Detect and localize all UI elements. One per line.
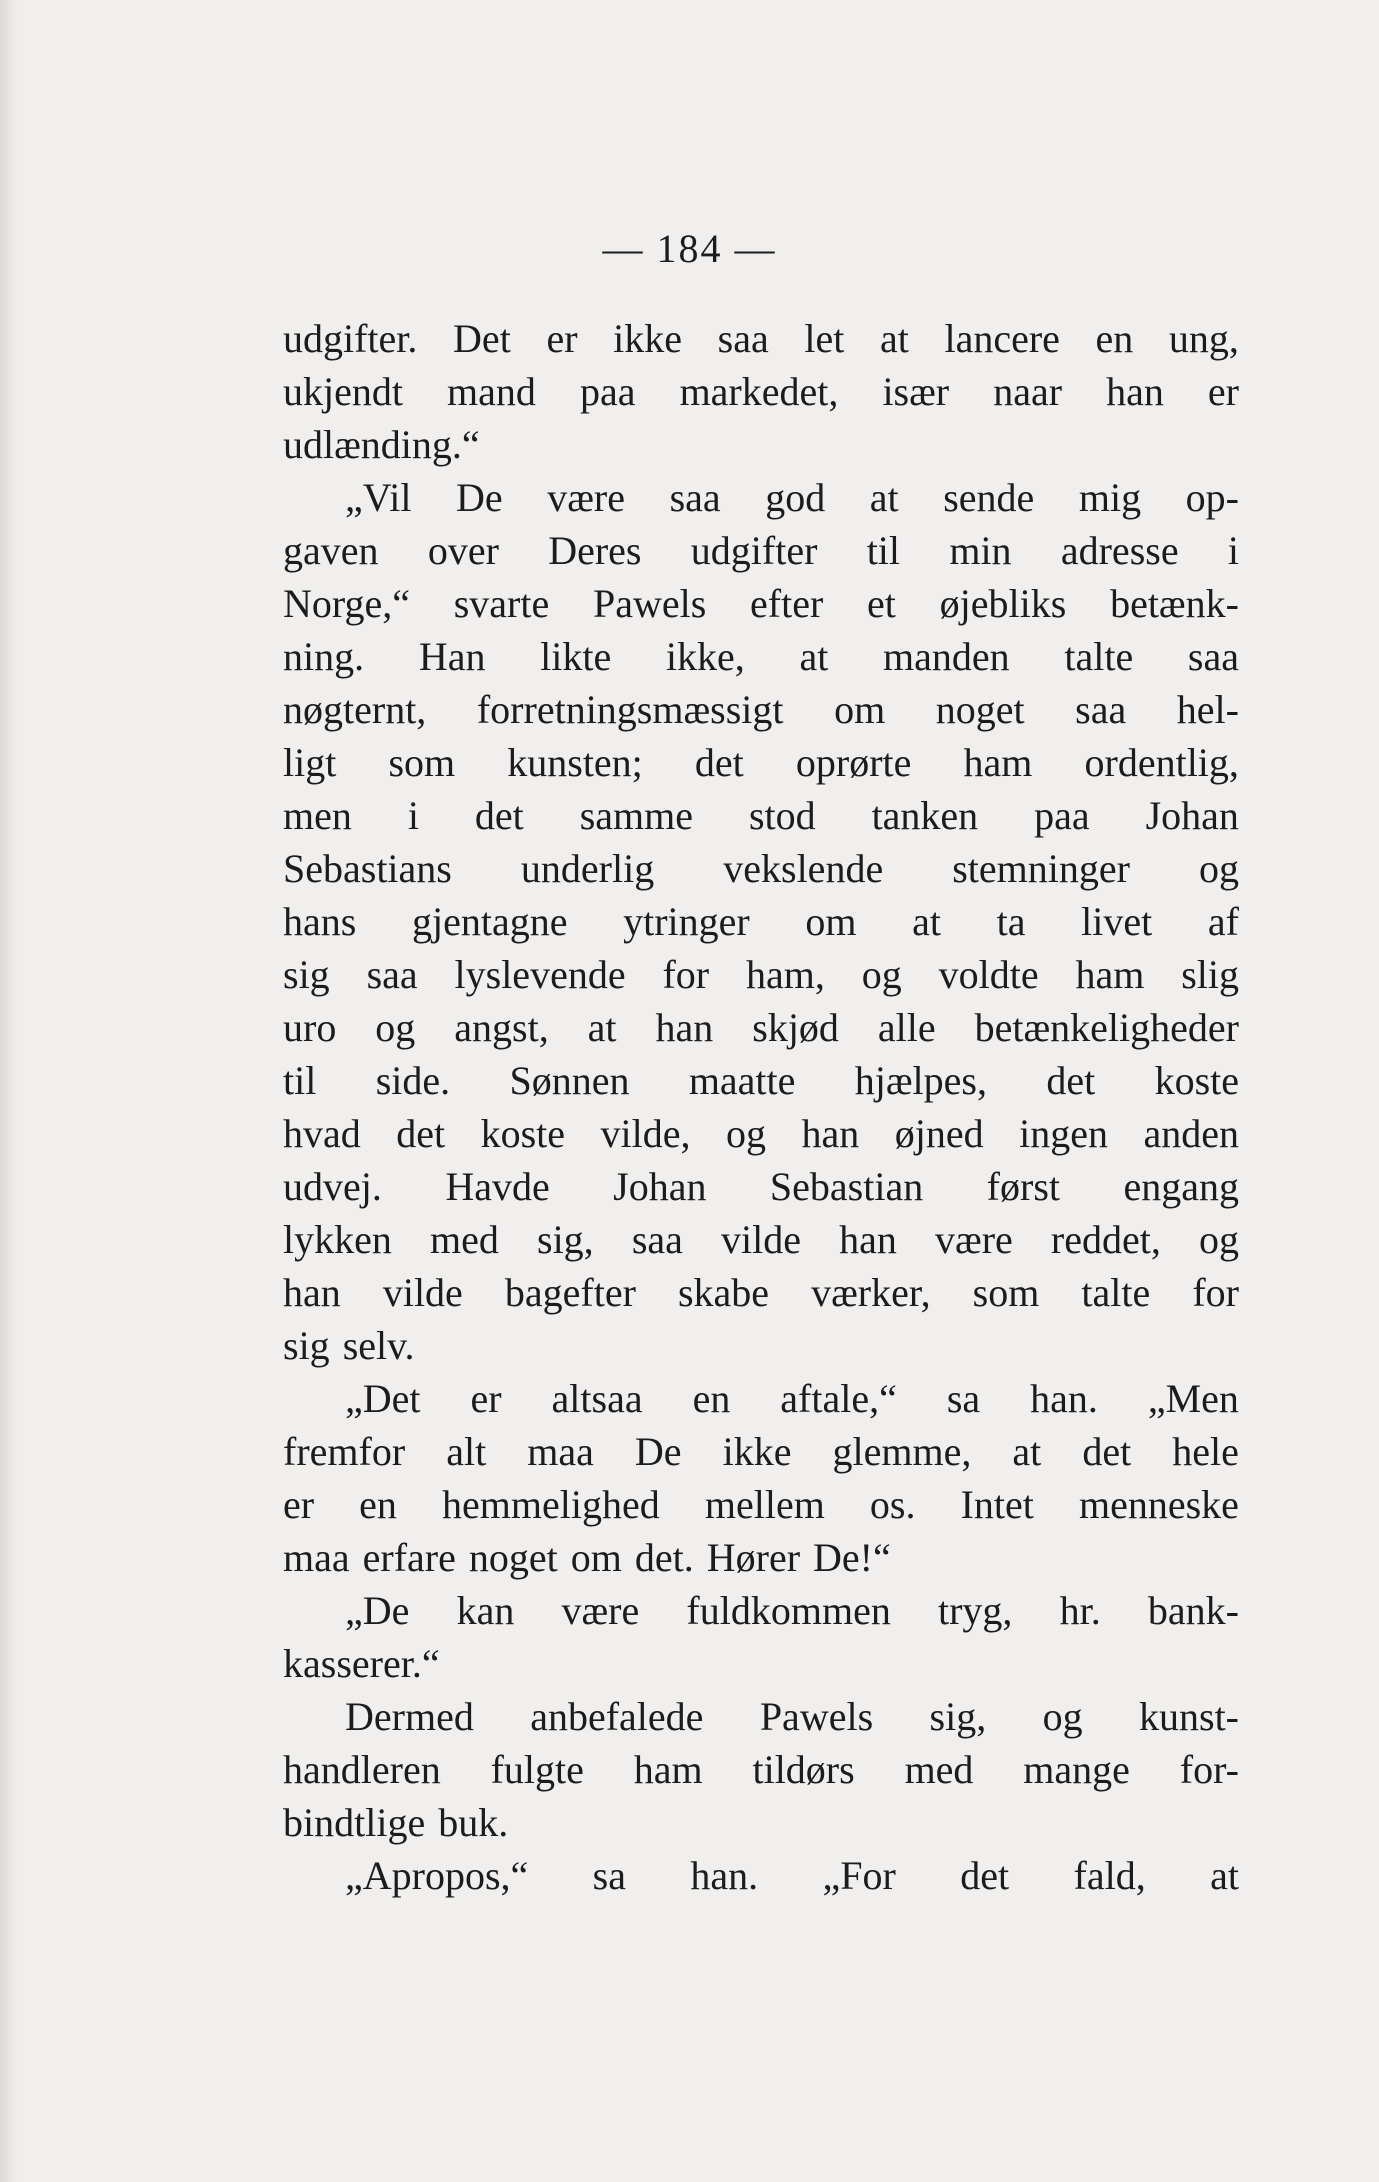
word: „Vil xyxy=(345,475,412,520)
word: side. xyxy=(375,1058,451,1103)
page-edge-shadow xyxy=(0,0,18,2182)
word: angst, xyxy=(454,1005,549,1050)
word: gaven xyxy=(283,528,379,573)
word: ukjendt xyxy=(283,369,403,414)
word: Sønnen xyxy=(509,1058,630,1103)
word: anbefalede xyxy=(530,1694,704,1739)
word: at xyxy=(912,899,942,944)
word: selv. xyxy=(342,1323,415,1368)
text-line xyxy=(283,1743,1239,1796)
word: er xyxy=(283,1482,315,1527)
text-line xyxy=(283,683,1239,736)
word: erfare xyxy=(362,1535,456,1580)
word: fald, xyxy=(1073,1853,1146,1898)
text-line xyxy=(283,365,1239,418)
word: adresse xyxy=(1060,528,1179,573)
word: Pawels xyxy=(759,1694,874,1739)
word: øjebliks xyxy=(939,581,1067,626)
word: „De xyxy=(345,1588,410,1633)
word: udgifter. xyxy=(283,316,418,361)
text-line xyxy=(283,1319,1239,1372)
word: lancere xyxy=(944,316,1060,361)
word: Hører xyxy=(706,1535,801,1580)
word: det xyxy=(960,1853,1010,1898)
word: engang xyxy=(1123,1164,1239,1209)
word: uro xyxy=(283,1005,337,1050)
word: saa xyxy=(1075,687,1127,732)
text-line xyxy=(283,312,1239,365)
word: en xyxy=(692,1376,731,1421)
word: sa xyxy=(946,1376,981,1421)
word: Deres xyxy=(548,528,642,573)
word: og xyxy=(861,952,902,997)
word: om xyxy=(805,899,857,944)
text-line xyxy=(283,842,1239,895)
word: ikke, xyxy=(665,634,745,679)
word: være xyxy=(935,1217,1013,1262)
text-line xyxy=(283,1425,1239,1478)
word: og xyxy=(1042,1694,1083,1739)
word: at xyxy=(799,634,829,679)
text-line xyxy=(283,1372,1239,1425)
word: paa xyxy=(579,369,636,414)
word: De xyxy=(634,1429,682,1474)
word: altsaa xyxy=(551,1376,643,1421)
word: noget xyxy=(935,687,1025,732)
word: voldte xyxy=(938,952,1039,997)
word: kunsten; xyxy=(507,740,643,785)
word: hel- xyxy=(1176,687,1239,732)
word: op- xyxy=(1185,475,1239,520)
word: Han xyxy=(418,634,486,679)
word: han xyxy=(283,1270,341,1315)
word: saa xyxy=(366,952,418,997)
word: ligt xyxy=(283,740,337,785)
word: „Det xyxy=(345,1376,421,1421)
text-line xyxy=(283,1054,1239,1107)
word: Pawels xyxy=(592,581,707,626)
word: ta xyxy=(996,899,1026,944)
word: betænkeligheder xyxy=(974,1005,1239,1050)
word: kasserer.“ xyxy=(283,1641,440,1686)
word: det xyxy=(694,740,744,785)
word: os. xyxy=(869,1482,916,1527)
text-line xyxy=(283,1849,1239,1902)
word: stod xyxy=(748,793,816,838)
text-line xyxy=(283,789,1239,842)
word: fremfor xyxy=(283,1429,406,1474)
text-line xyxy=(283,471,1239,524)
word: koste xyxy=(480,1111,566,1156)
word: sig, xyxy=(929,1694,987,1739)
page-number: — 184 — xyxy=(602,226,777,271)
word: og xyxy=(726,1111,766,1156)
text-line xyxy=(283,1107,1239,1160)
word: god xyxy=(765,475,826,520)
word: et xyxy=(867,581,896,626)
word: tryg, xyxy=(937,1588,1013,1633)
word: buk. xyxy=(438,1800,509,1845)
word: tanken xyxy=(871,793,979,838)
text-line xyxy=(283,1478,1239,1531)
word: anden xyxy=(1143,1111,1239,1156)
word: underlig xyxy=(520,846,655,891)
word: han. xyxy=(690,1853,759,1898)
word: Johan xyxy=(1145,793,1239,838)
word: i xyxy=(407,793,419,838)
word: og xyxy=(375,1005,416,1050)
word: sig, xyxy=(537,1217,594,1262)
word: Havde xyxy=(445,1164,550,1209)
word: gjentagne xyxy=(411,899,568,944)
word: at xyxy=(1012,1429,1042,1474)
word: maa xyxy=(527,1429,594,1474)
word: noget xyxy=(468,1535,558,1580)
word: vilde xyxy=(721,1217,801,1262)
word: skjød xyxy=(752,1005,839,1050)
word: saa xyxy=(669,475,721,520)
word: være xyxy=(561,1588,640,1633)
word: det xyxy=(474,793,524,838)
word: udlænding.“ xyxy=(283,422,480,467)
word: det. xyxy=(634,1535,694,1580)
word: er xyxy=(1207,369,1239,414)
word: han xyxy=(655,1005,714,1050)
word: mange xyxy=(1023,1747,1130,1792)
word: talte xyxy=(1064,634,1134,679)
word: „For xyxy=(822,1853,896,1898)
text-line xyxy=(283,577,1239,630)
word: betænk- xyxy=(1110,581,1239,626)
word: talte xyxy=(1081,1270,1151,1315)
word: efter xyxy=(750,581,824,626)
word: Dermed xyxy=(345,1694,474,1739)
word: manden xyxy=(883,634,1010,679)
word: aftale,“ xyxy=(780,1376,897,1421)
word: hvad xyxy=(283,1111,361,1156)
word: stemninger xyxy=(952,846,1130,891)
word: saa xyxy=(717,316,769,361)
word: Intet xyxy=(960,1482,1034,1527)
word: saa xyxy=(631,1217,683,1262)
word: oprørte xyxy=(795,740,912,785)
word: kan xyxy=(456,1588,515,1633)
word: sa xyxy=(592,1853,626,1898)
word: samme xyxy=(579,793,693,838)
word: hemmelighed xyxy=(442,1482,660,1527)
word: som xyxy=(388,740,456,785)
text-line xyxy=(283,418,1239,471)
word: mig xyxy=(1078,475,1142,520)
word: hans xyxy=(283,899,357,944)
word: skabe xyxy=(677,1270,770,1315)
word: handleren xyxy=(283,1747,441,1792)
word: det xyxy=(396,1111,446,1156)
word: ingen xyxy=(1019,1111,1108,1156)
word: til xyxy=(283,1058,317,1103)
word: De!“ xyxy=(813,1535,891,1580)
word: markedet, xyxy=(679,369,839,414)
word: hjælpes, xyxy=(854,1058,987,1103)
word: „Apropos,“ xyxy=(345,1853,529,1898)
word: han xyxy=(839,1217,897,1262)
word: sende xyxy=(943,475,1035,520)
text-line xyxy=(283,1690,1239,1743)
word: ung, xyxy=(1168,316,1239,361)
word: er xyxy=(546,316,578,361)
word: en xyxy=(359,1482,397,1527)
word: for xyxy=(662,952,710,997)
word: i xyxy=(1227,528,1239,573)
word: ham xyxy=(1075,952,1145,997)
word: lykken xyxy=(283,1217,392,1262)
word: først xyxy=(986,1164,1060,1209)
word: slig xyxy=(1181,952,1239,997)
word: mellem xyxy=(704,1482,825,1527)
word: er xyxy=(470,1376,502,1421)
word: og xyxy=(1198,1217,1239,1262)
text-line xyxy=(283,895,1239,948)
word: ytringer xyxy=(623,899,750,944)
word: om xyxy=(570,1535,622,1580)
text-line xyxy=(283,1001,1239,1054)
word: ham xyxy=(963,740,1033,785)
word: over xyxy=(427,528,499,573)
word: øjned xyxy=(894,1111,984,1156)
word: alt xyxy=(446,1429,487,1474)
word: være xyxy=(547,475,625,520)
word: fuldkommen xyxy=(686,1588,891,1633)
word: De xyxy=(456,475,503,520)
word: koste xyxy=(1154,1058,1239,1103)
word: af xyxy=(1207,899,1239,944)
word: at xyxy=(879,316,909,361)
text-line xyxy=(283,948,1239,1001)
word: han. xyxy=(1030,1376,1098,1421)
word: en xyxy=(1095,316,1134,361)
word: til xyxy=(866,528,901,573)
word: nøgternt, xyxy=(283,687,427,732)
text-line xyxy=(283,1796,1239,1849)
word: Sebastians xyxy=(283,846,452,891)
word: Johan xyxy=(613,1164,707,1209)
word: han xyxy=(801,1111,860,1156)
word: Norge,“ xyxy=(283,581,410,626)
word: forretningsmæssigt xyxy=(476,687,784,732)
word: det xyxy=(1046,1058,1096,1103)
word: især xyxy=(882,369,950,414)
word: det xyxy=(1082,1429,1132,1474)
word: men xyxy=(283,793,352,838)
word: „Men xyxy=(1147,1376,1239,1421)
word: alle xyxy=(877,1005,936,1050)
word: maatte xyxy=(688,1058,796,1103)
word: vilde, xyxy=(600,1111,691,1156)
text-line xyxy=(283,1160,1239,1213)
word: mand xyxy=(447,369,536,414)
word: hele xyxy=(1172,1429,1239,1474)
text-line xyxy=(283,1637,1239,1690)
word: ikke xyxy=(613,316,683,361)
word: ham, xyxy=(745,952,825,997)
word: for- xyxy=(1179,1747,1239,1792)
word: udvej. xyxy=(283,1164,382,1209)
word: at xyxy=(587,1005,617,1050)
word: han xyxy=(1106,369,1164,414)
word: kunst- xyxy=(1139,1694,1239,1739)
word: let xyxy=(804,316,845,361)
word: svarte xyxy=(453,581,550,626)
text-line xyxy=(283,524,1239,577)
word: naar xyxy=(993,369,1063,414)
word: bindtlige xyxy=(283,1800,426,1845)
text-line xyxy=(283,1266,1239,1319)
word: vilde xyxy=(382,1270,463,1315)
word: Det xyxy=(453,316,511,361)
text-line xyxy=(283,1584,1239,1637)
word: værker, xyxy=(811,1270,931,1315)
text-line xyxy=(283,736,1239,789)
word: med xyxy=(904,1747,974,1792)
word: at xyxy=(869,475,899,520)
word: sig xyxy=(283,952,330,997)
word: udgifter xyxy=(690,528,818,573)
word: sig xyxy=(283,1323,330,1368)
word: reddet, xyxy=(1050,1217,1161,1262)
text-line xyxy=(283,630,1239,683)
word: menneske xyxy=(1078,1482,1239,1527)
word: likte xyxy=(540,634,612,679)
word: ordentlig, xyxy=(1084,740,1239,785)
word: vekslende xyxy=(723,846,884,891)
word: at xyxy=(1210,1853,1239,1898)
word: ikke xyxy=(722,1429,792,1474)
word: paa xyxy=(1034,793,1090,838)
word: ning. xyxy=(283,634,365,679)
word: saa xyxy=(1187,634,1239,679)
word: ham xyxy=(633,1747,703,1792)
word: min xyxy=(949,528,1012,573)
word: om xyxy=(834,687,886,732)
word: livet xyxy=(1081,899,1153,944)
word: maa xyxy=(283,1535,350,1580)
word: Sebastian xyxy=(769,1164,924,1209)
word: for xyxy=(1192,1270,1239,1315)
word: som xyxy=(972,1270,1040,1315)
text-line xyxy=(283,1531,1239,1584)
word: bagefter xyxy=(504,1270,636,1315)
word: og xyxy=(1199,846,1239,891)
word: tildørs xyxy=(752,1747,855,1792)
word: med xyxy=(430,1217,499,1262)
word: glemme, xyxy=(832,1429,972,1474)
body-text xyxy=(283,312,1239,1902)
text-line xyxy=(283,1213,1239,1266)
word: fulgte xyxy=(490,1747,584,1792)
word: lyslevende xyxy=(454,952,626,997)
word: hr. xyxy=(1059,1588,1101,1633)
word: bank- xyxy=(1147,1588,1239,1633)
